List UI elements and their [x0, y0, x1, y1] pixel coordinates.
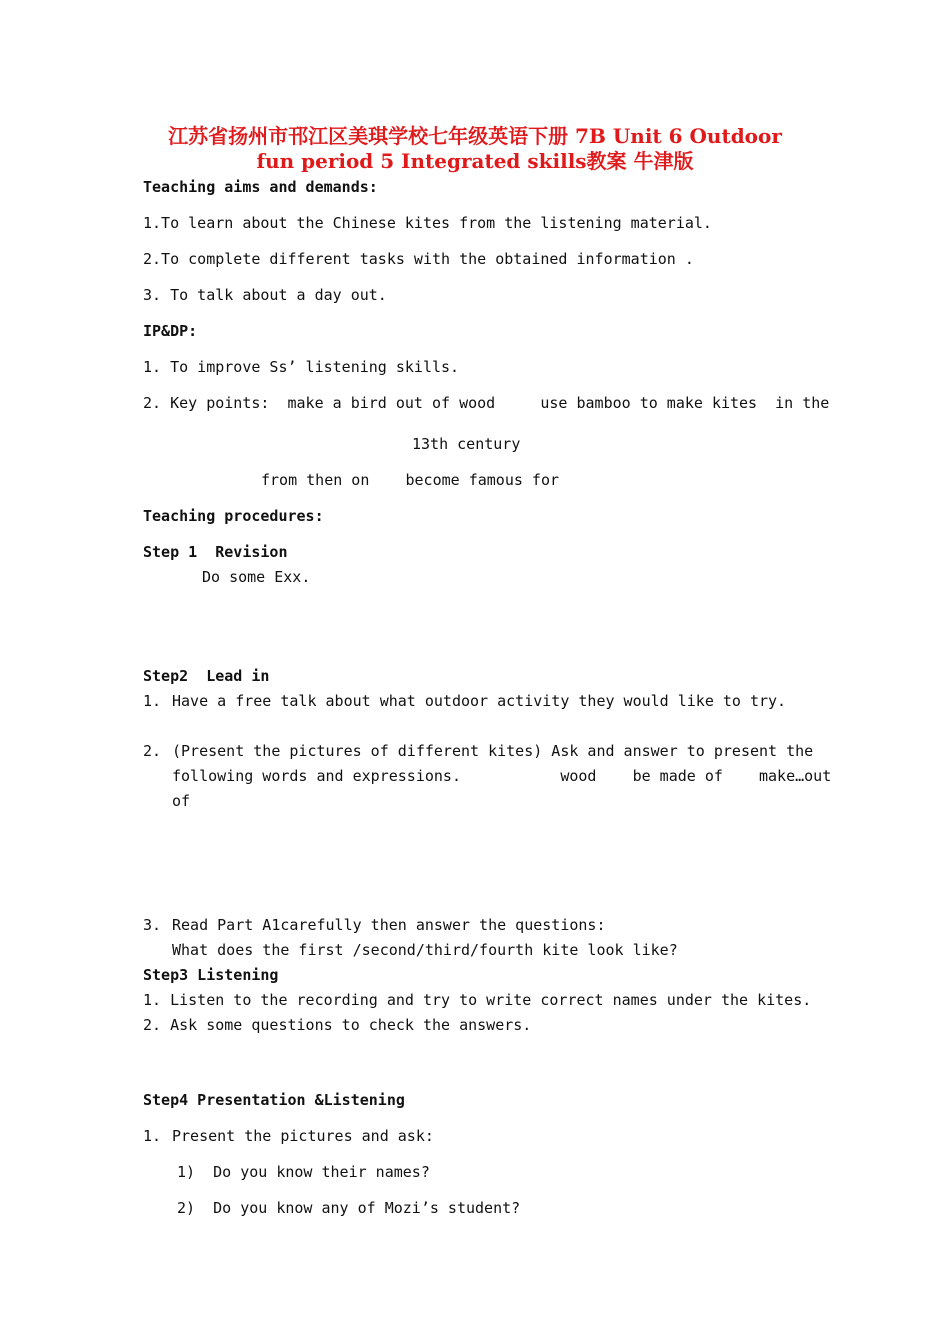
step4-sub-item-2: 2) Do you know any of Mozi’s student?: [177, 1199, 521, 1217]
step2-item-1-text: Have a free talk about what outdoor activity they would like to try.: [172, 692, 787, 710]
step2-item-3-number: 3.: [143, 916, 162, 934]
document-title-line-2: fun period 5 Integrated skills教案 牛津版: [256, 149, 694, 173]
ipdp-heading: IP&DP:: [143, 322, 198, 340]
ipdp-item-2-line-3: from then on become famous for: [261, 471, 560, 489]
aims-heading: Teaching aims and demands:: [143, 178, 378, 196]
aims-item-1: 1.To learn about the Chinese kites from the listening material.: [143, 214, 712, 232]
step2-item-2-number: 2.: [143, 742, 162, 760]
step2-item-2-line-3: of: [172, 792, 191, 810]
step2-item-2-line-1: (Present the pictures of different kites) Ask and answer to present the: [172, 742, 814, 760]
step2-item-3-line-2: What does the first /second/third/fourth kite look like?: [172, 941, 678, 959]
procedures-heading: Teaching procedures:: [143, 507, 324, 525]
step1-content: Do some Exx.: [202, 568, 311, 586]
step4-heading: Step4 Presentation &Listening: [143, 1091, 405, 1109]
step4-sub-item-1: 1) Do you know their names?: [177, 1163, 430, 1181]
ipdp-item-2-line-2: 13th century: [412, 435, 521, 453]
step3-item-2: 2. Ask some questions to check the answers.: [143, 1016, 532, 1034]
step2-item-1-number: 1.: [143, 692, 162, 710]
step3-item-1: 1. Listen to the recording and try to write correct names under the kites.: [143, 991, 812, 1009]
step4-item-1-text: Present the pictures and ask:: [172, 1127, 434, 1145]
document-title-line-1: 江苏省扬州市邗江区美琪学校七年级英语下册 7B Unit 6 Outdoor: [168, 124, 782, 148]
step3-heading: Step3 Listening: [143, 966, 279, 984]
step1-heading: Step 1 Revision: [143, 543, 288, 561]
step4-item-1-number: 1.: [143, 1127, 162, 1145]
step2-item-3-line-1: Read Part A1carefully then answer the questions:: [172, 916, 606, 934]
step2-item-2-line-2: following words and expressions. wood be made of make…out: [172, 767, 832, 785]
ipdp-item-2-line-1: 2. Key points: make a bird out of wood use bamboo to make kites in the: [143, 394, 830, 412]
ipdp-item-1: 1. To improve Ss’ listening skills.: [143, 358, 460, 376]
aims-item-2: 2.To complete different tasks with the obtained information .: [143, 250, 694, 268]
aims-item-3: 3. To talk about a day out.: [143, 286, 387, 304]
step2-heading: Step2 Lead in: [143, 667, 270, 685]
